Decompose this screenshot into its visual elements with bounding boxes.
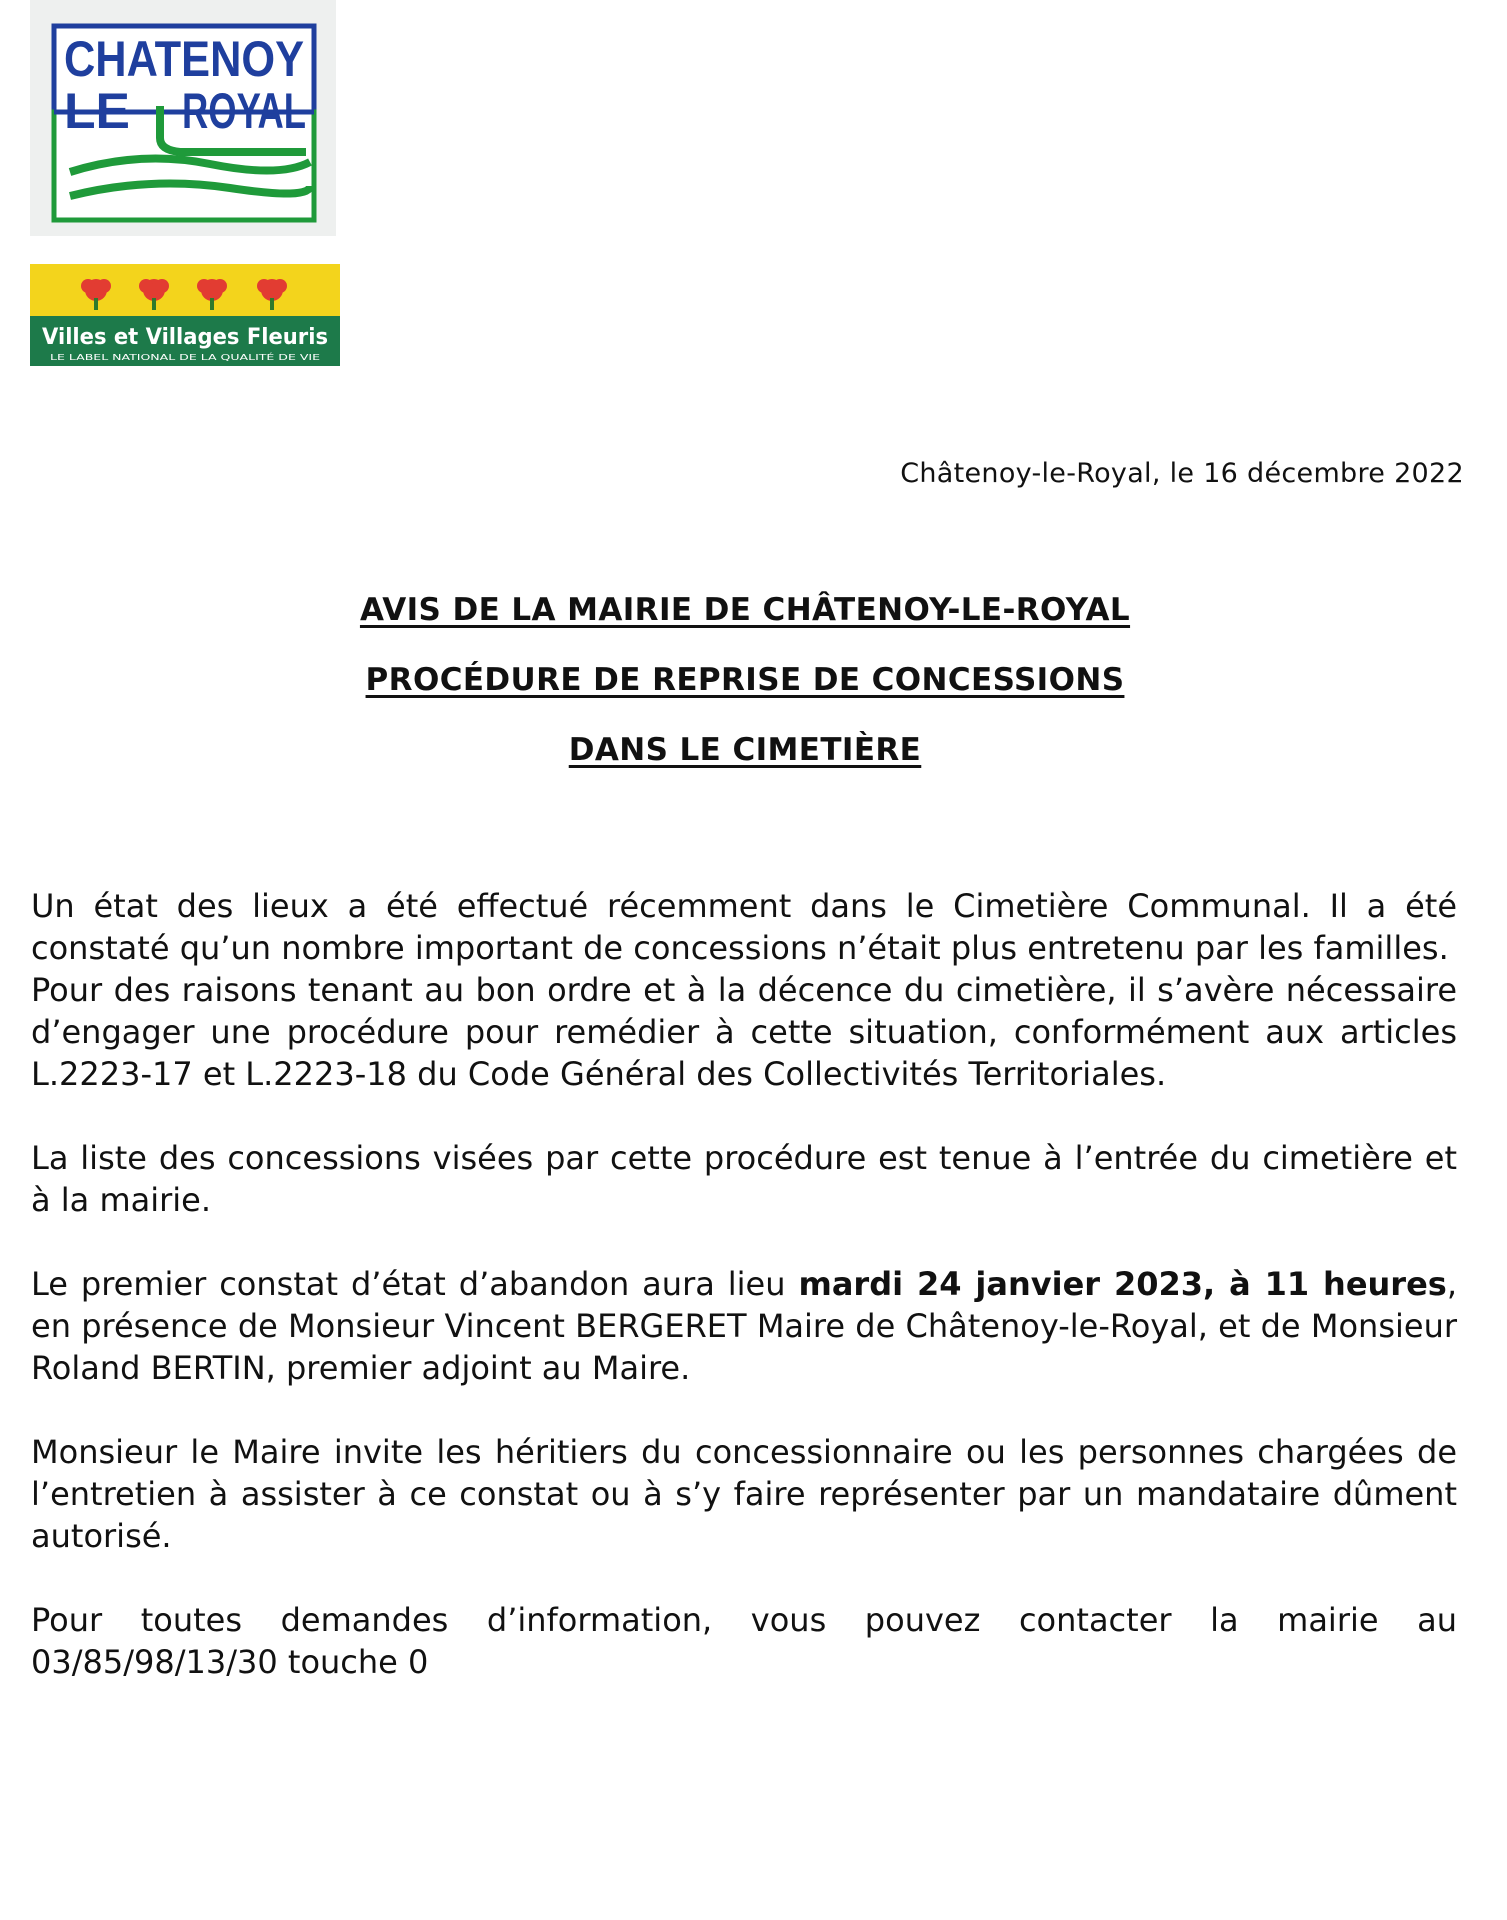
vvf-logo-title: Villes et Villages Fleuris xyxy=(42,325,328,350)
villes-villages-fleuris-logo xyxy=(30,264,340,366)
town-logo-graphic xyxy=(30,0,336,236)
paragraph-procedure: Pour des raisons tenant au bon ordre et à la décence du cimetière, il s’avère nécessaire d’engager une procédure pour remédier à cette situation, conformément aux articles L.2223-17 et L.2223-18 du Code Général des Collectivités Territoriales. xyxy=(31,971,1457,1093)
inspection-date: mardi 24 janvier 2023, à 11 heures xyxy=(798,1265,1447,1303)
paragraph-first-inspection xyxy=(31,1263,1457,1389)
notice-title-block xyxy=(0,592,1490,802)
town-logo xyxy=(30,0,336,236)
town-logo-line2b: ROYAL xyxy=(182,83,306,139)
date-line: Châtenoy-le-Royal, le 16 décembre 2022 xyxy=(900,458,1464,489)
paragraph-state-of-site: Un état des lieux a été effectué récemment dans le Cimetière Communal. Il a été constaté qu’un nombre important de concessions n’était plus entretenu par les familles. xyxy=(31,887,1457,967)
inspection-details: , en présence de Monsieur Vincent BERGERET Maire de Châtenoy-le-Royal, et de Monsieur Roland BERTIN, premier adjoint au Maire. xyxy=(31,1265,1458,1387)
inspection-intro: Le premier constat d’état d’abandon aura lieu xyxy=(31,1265,799,1303)
town-logo-line2a: LE xyxy=(64,83,130,139)
vvf-logo-subtitle: LE LABEL NATIONAL DE LA QUALITÉ DE VIE xyxy=(50,353,223,362)
notice-title: AVIS DE LA MAIRIE DE CHÂTENOY-LE-ROYAL xyxy=(359,592,1131,628)
notice-body xyxy=(31,885,1457,1683)
town-logo-line1: CHATENOY xyxy=(64,31,304,87)
paragraph-contact: Pour toutes demandes d’information, vous pouvez contacter la mairie au 03/85/98/13/30 touche 0 xyxy=(31,1601,1457,1681)
paragraph-list-location: La liste des concessions visées par cette procédure est tenue à l’entrée du cimetière et à la mairie. xyxy=(31,1139,1457,1219)
notice-subtitle-2: DANS LE CIMETIÈRE xyxy=(568,732,922,768)
notice-subtitle: PROCÉDURE DE REPRISE DE CONCESSIONS xyxy=(365,662,1125,698)
paragraph-invitation: Monsieur le Maire invite les héritiers du concessionnaire ou les personnes chargées de l’entretien à assister à ce constat ou à s’y faire représenter par un mandataire dûment autorisé. xyxy=(31,1433,1457,1555)
vvf-logo-graphic xyxy=(30,264,340,366)
